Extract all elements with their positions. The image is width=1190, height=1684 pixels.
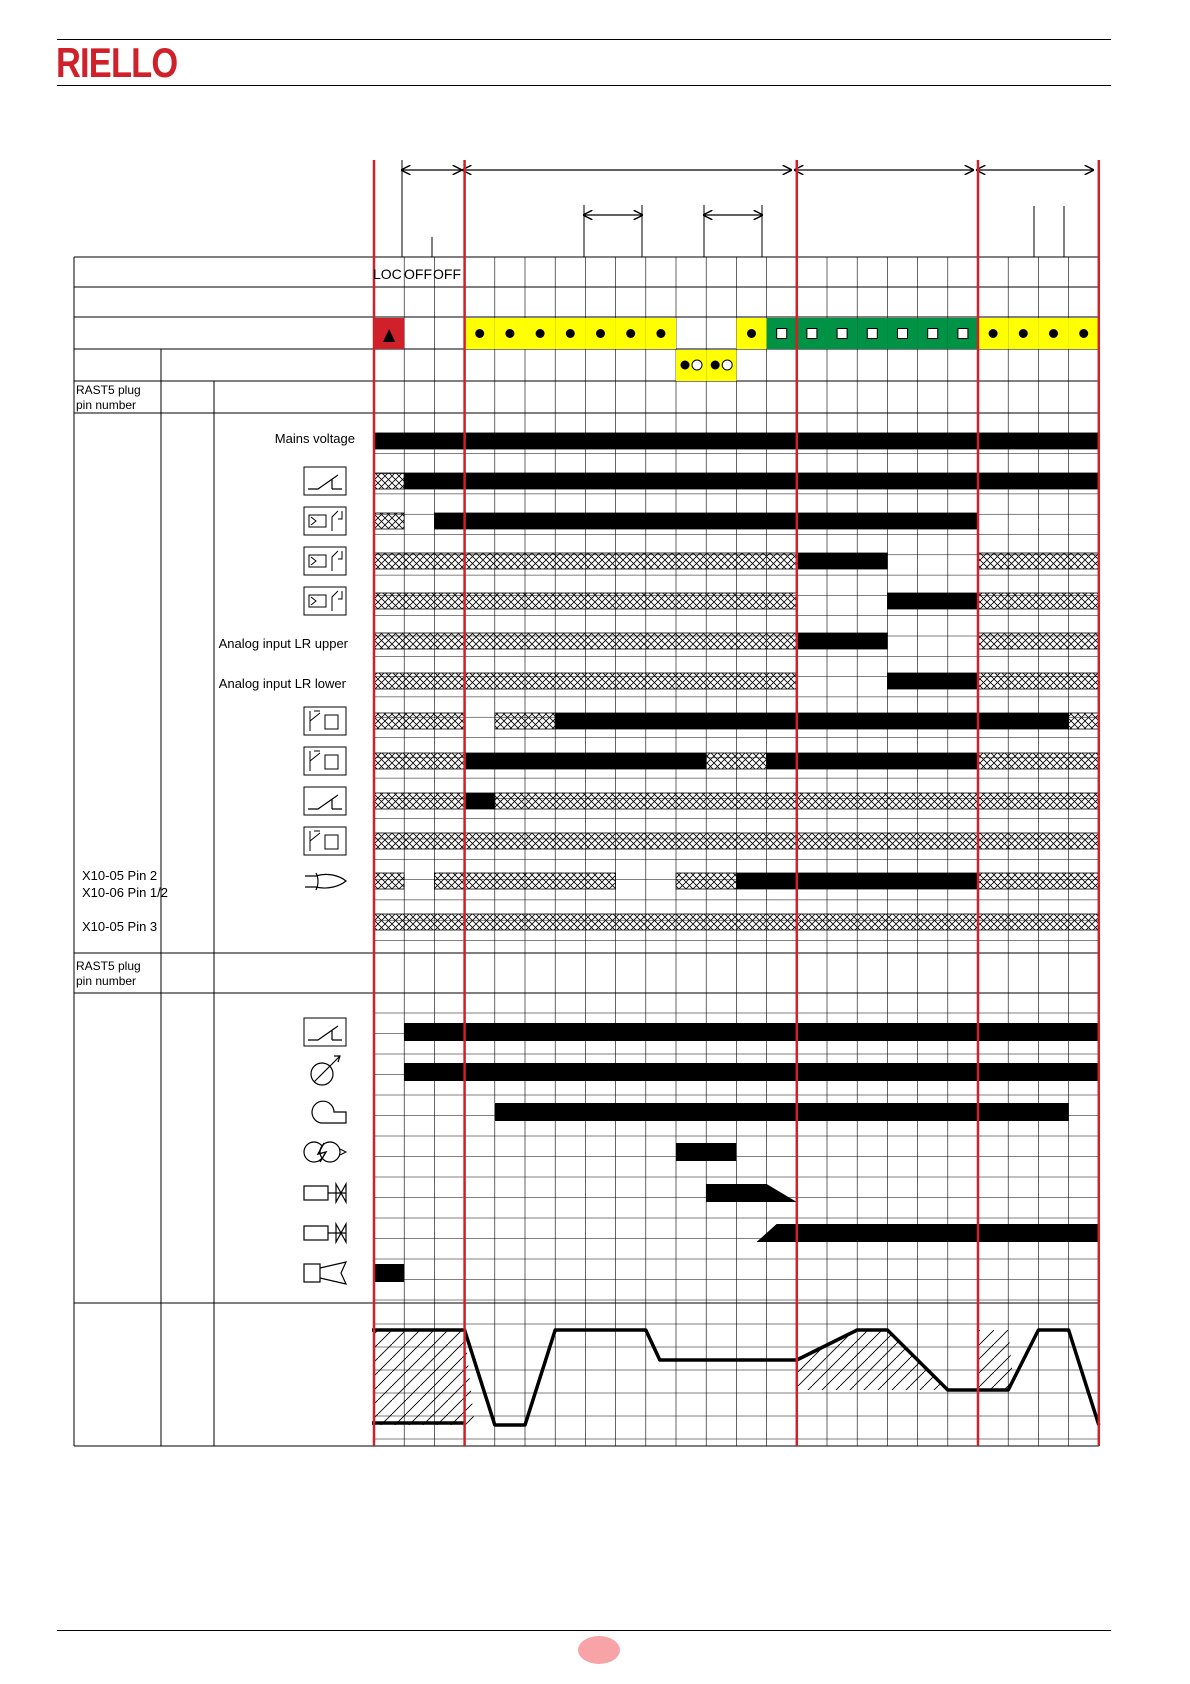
pressure-switch-icon bbox=[304, 547, 346, 575]
active-bar bbox=[465, 753, 707, 769]
status-dot-icon bbox=[681, 361, 690, 370]
air-pressure-switch-icon bbox=[304, 747, 346, 775]
undefined-bar bbox=[978, 593, 1099, 609]
active-bar bbox=[887, 593, 978, 609]
icon-stroke bbox=[320, 1262, 346, 1284]
rast-label-line2: pin number bbox=[76, 398, 137, 412]
rast-label-line2: pin number bbox=[76, 974, 137, 988]
undefined-bar bbox=[374, 833, 1099, 849]
status-dot-icon bbox=[656, 329, 665, 338]
undefined-bar bbox=[374, 553, 797, 569]
icon-inner-box bbox=[325, 755, 338, 769]
active-bar bbox=[736, 873, 978, 889]
icon-frame bbox=[304, 1018, 346, 1046]
footer-rule bbox=[57, 1630, 1111, 1631]
undefined-bar bbox=[978, 873, 1099, 889]
pin-label: X10-06 Pin 1/2 bbox=[82, 885, 169, 900]
undefined-bar bbox=[374, 513, 404, 529]
status-dot-icon bbox=[1019, 329, 1028, 338]
undefined-bar bbox=[495, 713, 555, 729]
icon-inner-box bbox=[325, 835, 338, 849]
phase-label-off-1: OFF bbox=[404, 266, 432, 282]
output-bar bbox=[404, 1023, 1099, 1041]
icon-stroke bbox=[305, 873, 346, 890]
status-square-icon bbox=[837, 329, 847, 339]
output-bar bbox=[404, 1063, 1099, 1081]
undefined-bar bbox=[1069, 713, 1099, 729]
status-dot-open-icon bbox=[692, 360, 702, 370]
status-square-icon bbox=[898, 329, 908, 339]
status-dot-icon bbox=[1079, 329, 1088, 338]
phase-label-loc: LOC bbox=[373, 266, 402, 282]
switch-icon bbox=[304, 787, 346, 815]
undefined-bar bbox=[374, 473, 404, 489]
icon-frame bbox=[304, 787, 346, 815]
undefined-bar bbox=[978, 633, 1099, 649]
active-bar bbox=[797, 553, 888, 569]
curve-hatch bbox=[978, 1330, 1014, 1390]
label-mains-voltage: Mains voltage bbox=[274, 431, 355, 446]
output-ramp bbox=[757, 1224, 1099, 1242]
active-bar bbox=[797, 633, 888, 649]
active-bar bbox=[767, 753, 978, 769]
output-bar bbox=[676, 1143, 736, 1161]
icon-inner-box bbox=[325, 715, 338, 729]
icon-frame bbox=[304, 467, 346, 495]
flame-sensor-icon bbox=[305, 873, 346, 890]
icon-stroke bbox=[312, 1101, 346, 1123]
status-square-icon bbox=[928, 329, 938, 339]
motor-icon bbox=[311, 1056, 340, 1085]
undefined-bar bbox=[978, 753, 1099, 769]
output-ramp bbox=[706, 1184, 797, 1202]
icon-frame bbox=[304, 1186, 328, 1200]
label-lr-upper: Analog input LR upper bbox=[218, 636, 348, 651]
rast-label-line1: RAST5 plug bbox=[76, 959, 141, 973]
icon-stroke bbox=[328, 1224, 346, 1242]
active-bar bbox=[434, 513, 978, 529]
icon-stroke bbox=[340, 1149, 346, 1155]
switch-icon bbox=[304, 1018, 346, 1046]
status-dot-icon bbox=[1049, 329, 1058, 338]
undefined-bar bbox=[374, 914, 1099, 930]
fan-icon bbox=[312, 1101, 346, 1123]
active-bar bbox=[555, 713, 1068, 729]
undefined-bar bbox=[374, 713, 465, 729]
device-icons bbox=[304, 467, 346, 1284]
gas-pressure-switch-icon bbox=[304, 707, 346, 735]
pressure-switch-icon bbox=[304, 587, 346, 615]
undefined-bar bbox=[978, 553, 1099, 569]
icon-stroke bbox=[328, 1184, 346, 1202]
status-square-icon bbox=[958, 329, 968, 339]
undefined-bar bbox=[676, 873, 736, 889]
active-bar bbox=[404, 473, 1099, 489]
undefined-bar bbox=[978, 673, 1099, 689]
status-dot-icon bbox=[596, 329, 605, 338]
status-dot-icon bbox=[505, 329, 514, 338]
status-dot-icon bbox=[566, 329, 575, 338]
status-square-icon bbox=[807, 329, 817, 339]
label-lr-lower: Analog input LR lower bbox=[218, 676, 346, 691]
undefined-bar bbox=[374, 753, 465, 769]
pin-label: X10-05 Pin 3 bbox=[82, 919, 158, 934]
status-dot-icon bbox=[989, 329, 998, 338]
status-square-icon bbox=[777, 329, 787, 339]
undefined-bar bbox=[374, 793, 465, 809]
curve-hatch bbox=[374, 1330, 475, 1425]
boiler-thermostat-icon bbox=[304, 467, 346, 495]
valve-icon bbox=[304, 1224, 346, 1242]
temperature-switch-icon bbox=[304, 507, 346, 535]
undefined-bar bbox=[374, 873, 404, 889]
active-bar bbox=[374, 433, 1099, 449]
alarm-horn-icon bbox=[304, 1262, 346, 1284]
active-bar bbox=[887, 673, 978, 689]
page-number-badge bbox=[578, 1636, 620, 1664]
status-dot-icon bbox=[475, 329, 484, 338]
undefined-bar bbox=[374, 593, 797, 609]
undefined-bar bbox=[434, 873, 615, 889]
output-curve bbox=[372, 1330, 1099, 1425]
rast-label-line1: RAST5 plug bbox=[76, 383, 141, 397]
status-dot-icon bbox=[747, 329, 756, 338]
undefined-bar bbox=[374, 673, 797, 689]
ignition-transformer-icon bbox=[304, 1142, 346, 1162]
status-dot-open-icon bbox=[722, 360, 732, 370]
phase-arrows bbox=[402, 170, 1093, 215]
icon-frame bbox=[304, 1264, 320, 1282]
status-dot-icon bbox=[626, 329, 635, 338]
phase-label-off-2: OFF bbox=[433, 266, 461, 282]
active-bar bbox=[465, 793, 495, 809]
icon-frame bbox=[304, 1226, 328, 1240]
undefined-bar bbox=[706, 753, 766, 769]
undefined-bar bbox=[374, 633, 797, 649]
alarm-bar bbox=[374, 1264, 404, 1282]
status-dot-icon bbox=[536, 329, 545, 338]
curve-hatch bbox=[797, 1330, 948, 1390]
status-square-icon bbox=[867, 329, 877, 339]
output-bar bbox=[495, 1103, 1069, 1121]
status-dot-icon bbox=[711, 361, 720, 370]
pressure-switch-icon bbox=[304, 827, 346, 855]
pin-label: X10-05 Pin 2 bbox=[82, 868, 158, 883]
phase-tick-lines bbox=[402, 160, 1064, 257]
logo-text: RIELLO bbox=[56, 39, 178, 86]
valve-icon bbox=[304, 1184, 346, 1202]
